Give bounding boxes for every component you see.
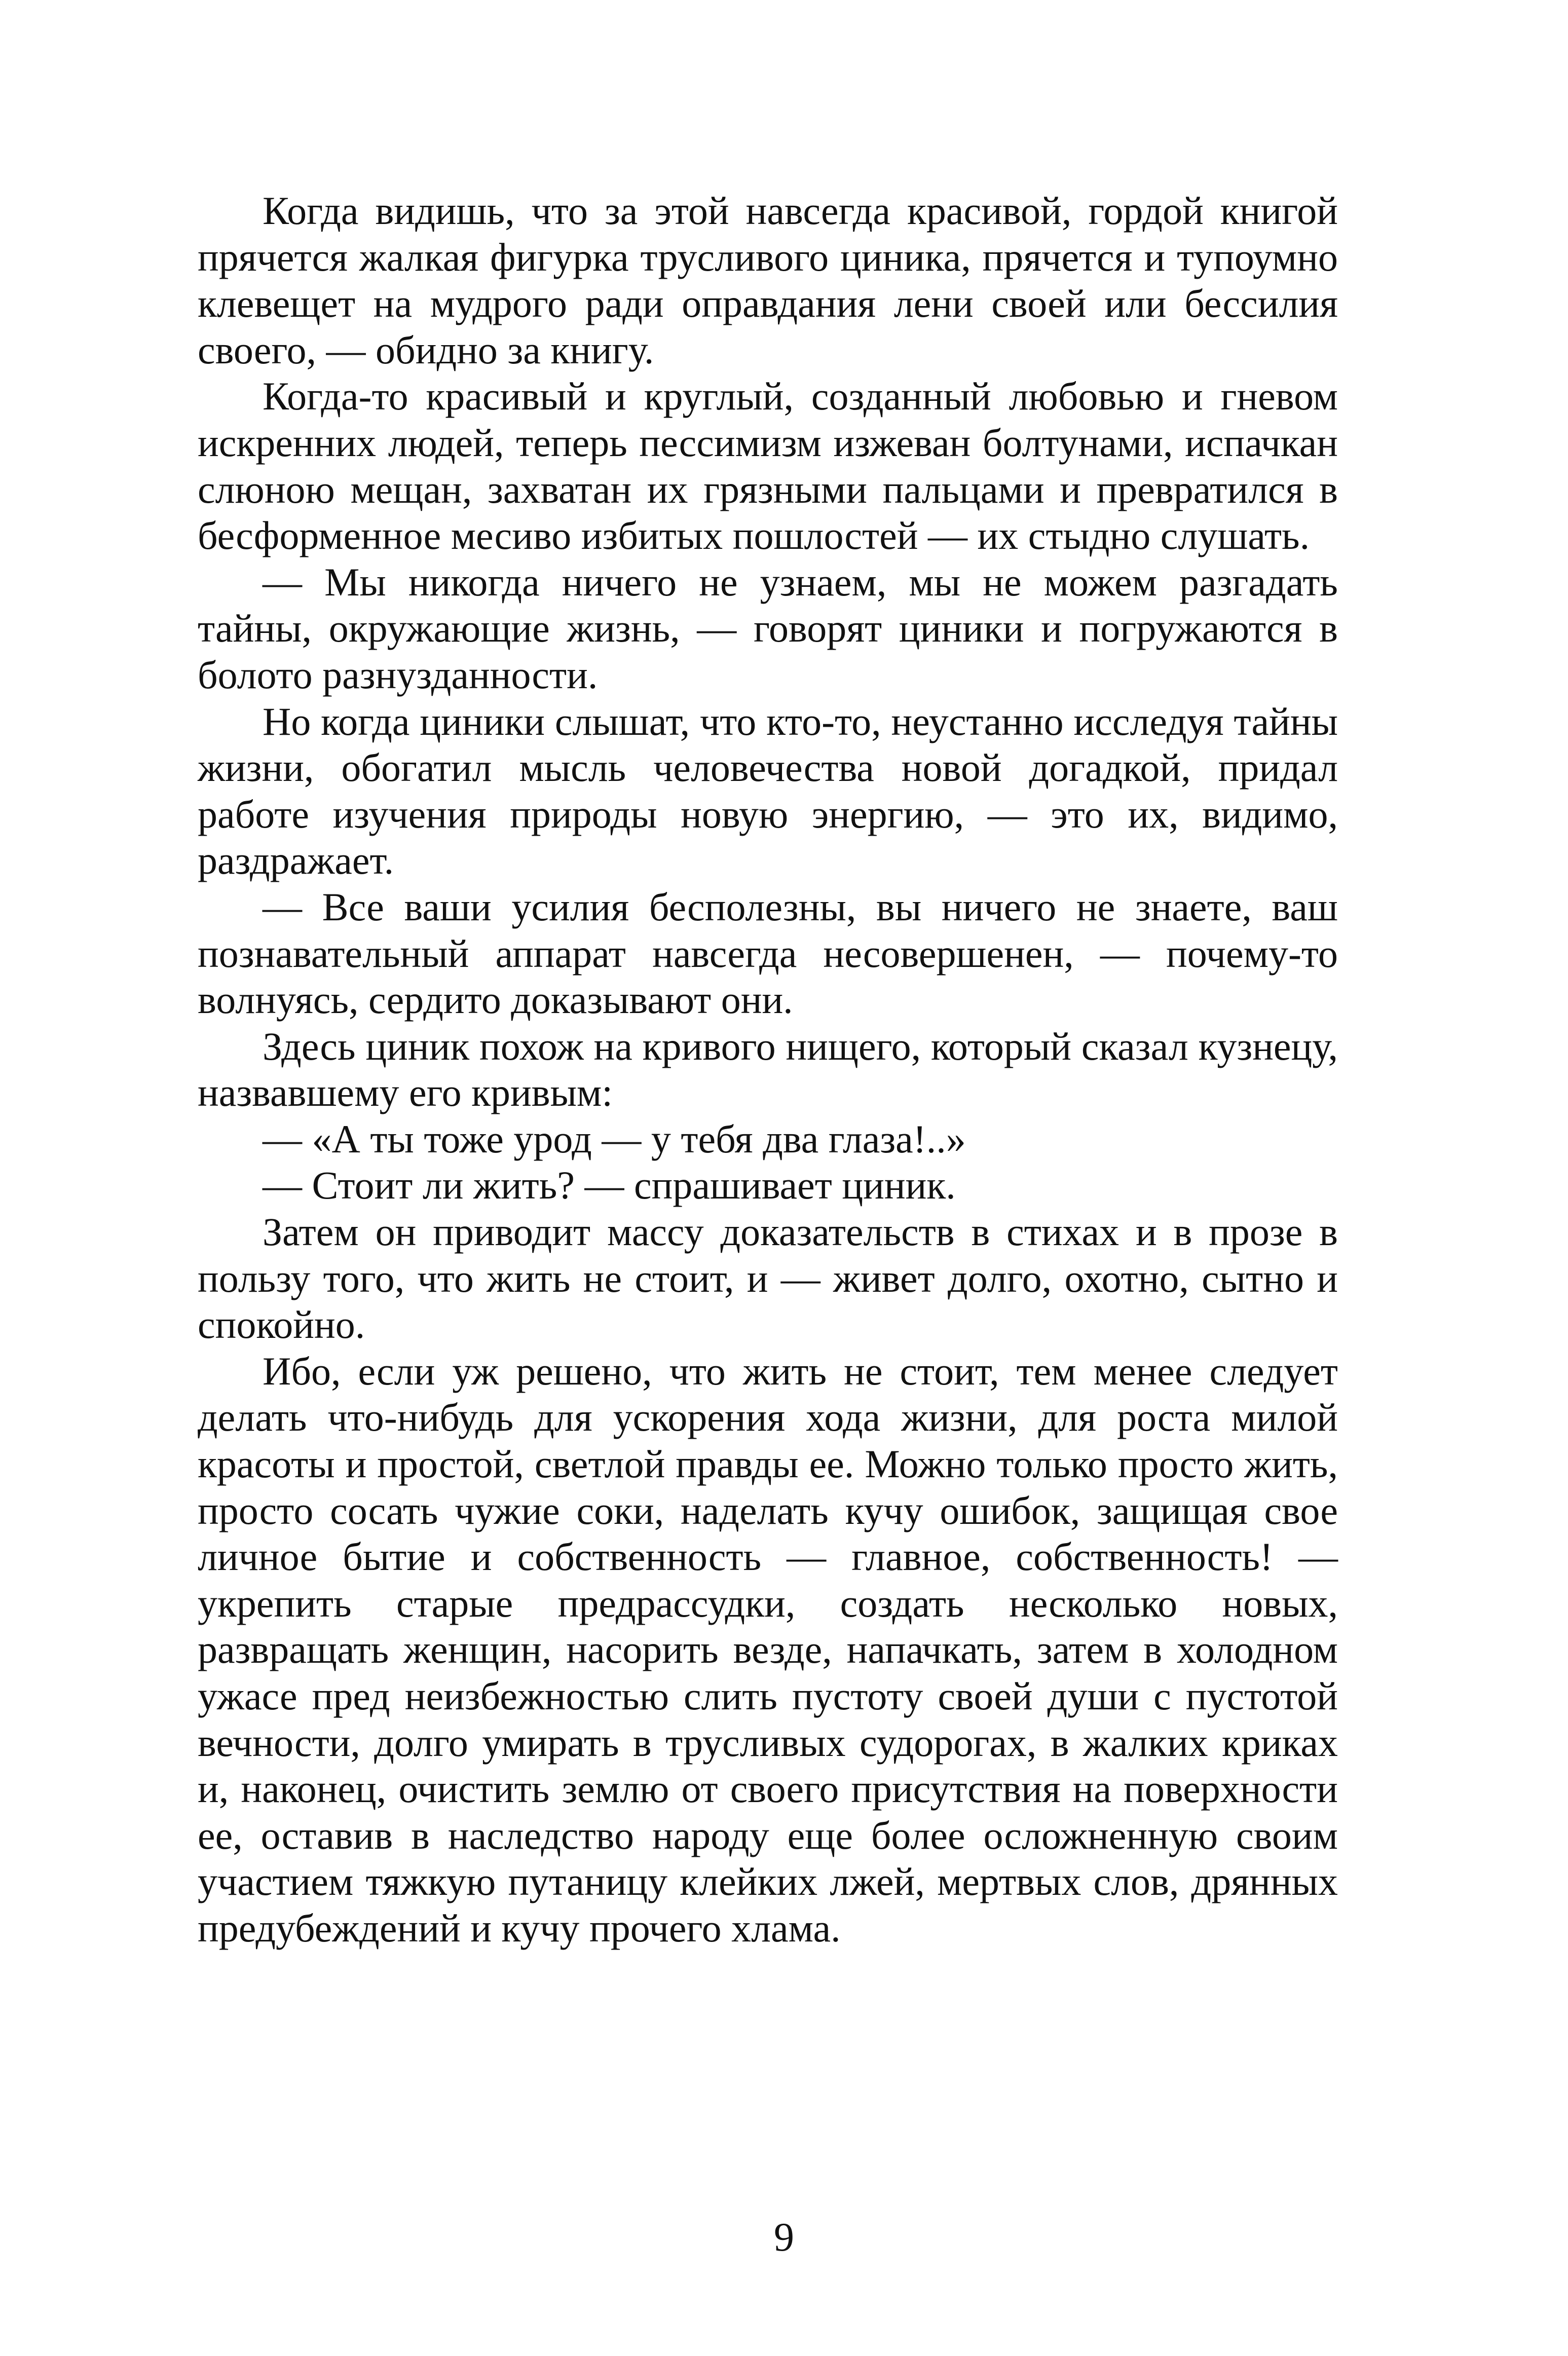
paragraph-10: Ибо, если уж решено, что жить не стоит, тем менее следует делать что-нибудь для ускорения хода жизни, для роста милой красоты и простой, светлой правды ее. Можно только просто жить, просто сосать чужие соки, наделать кучу ошибок, защищая свое личное бытие и собственность — главное, собственность! — укрепить старые предрассудки, создать несколько новых, развращать женщин, насорить везде, напачкать, затем в холодном ужасе пред неизбежностью слить пустоту своей души с пустотой вечности, долго умирать в трусливых судорогах, в жалких криках и, наконец, очистить землю от своего присутствия на поверхности ее, оставив в наследство народу еще более осложненную своим участием тяжкую путаницу клейких лжей, мертвых слов, дрянных предубеждений и кучу прочего хлама. [198,1349,1338,1950]
paragraph-7: — «А ты тоже урод — у тебя два глаза!..» [263,1116,966,1161]
paragraph-6: Здесь циник похож на кривого нищего, который сказал кузнецу, назвавшему его кривым: [198,1024,1338,1115]
paragraph-1: Когда видишь, что за этой навсегда красивой, гордой книгой прячется жалкая фигурка трусливого циника, прячется и тупоумно клевещет на мудрого ради оправдания лени своей или бессилия своего, — обидно за книгу. [198,189,1338,372]
page-text [198,188,1338,1952]
paragraph-5: — Все ваши усилия бесполезны, вы ничего не знаете, ваш познавательный аппарат навсегда несовершенен, — почему-то волнуясь, сердито доказывают они. [198,884,1338,1022]
paragraph-2: Когда-то красивый и круглый, созданный любовью и гневом искренних людей, теперь пессимизм изжеван болтунами, испачкан слюною мещан, захватан их грязными пальцами и превратился в бесформенное месиво избитых пошлостей — их стыдно слушать. [198,374,1338,558]
paragraph-4: Но когда циники слышат, что кто-то, неустанно исследуя тайны жизни, обогатил мысль человечества новой догадкой, придал работе изучения природы новую энергию, — это их, видимо, раздражает. [198,699,1338,883]
page-number: 9 [774,2215,794,2260]
paragraph-9: Затем он приводит массу доказательств в стихах и в прозе в пользу того, что жить не стоит, и — живет долго, охотно, сытно и спокойно. [198,1210,1338,1347]
paragraph-8: — Стоит ли жить? — спрашивает циник. [263,1163,956,1208]
paragraph-3: — Мы никогда ничего не узнаем, мы не можем разгадать тайны, окружающие жизнь, — говорят циники и погружаются в болото разнузданности. [198,559,1338,697]
